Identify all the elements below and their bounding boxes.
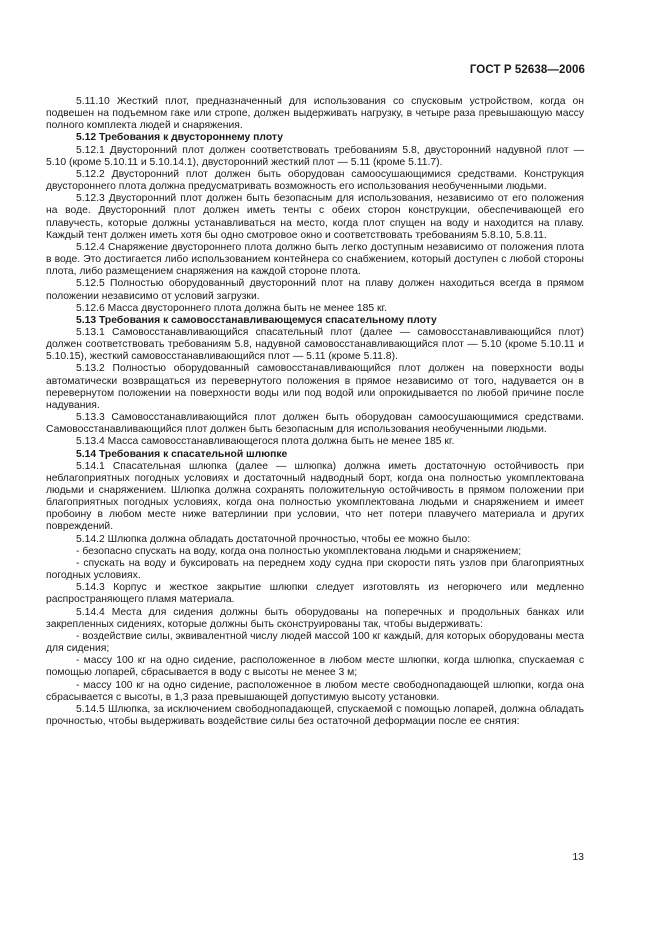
- paragraph: 5.14.5 Шлюпка, за исключением свободнопадающей, спускаемой с помощью лопарей, должна обладать прочностью, чтобы выдерживать воздействие силы без остаточной деформации после ее снятия:: [46, 703, 584, 727]
- paragraph: 5.12.2 Двусторонний плот должен быть оборудован самоосушающимися средствами. Конструкция двустороннего плота должна предусматривать возможность его использования необученными людьми.: [46, 168, 584, 193]
- paragraph: 5.12.6 Масса двустороннего плота должна быть не менее 185 кг.: [76, 302, 387, 314]
- list-item: - массу 100 кг на одно сидение, расположенное в любом месте шлюпки, когда шлюпка, спускаемая с помощью лопарей, сбрасывается в воду с высоты не менее 3 м;: [46, 655, 584, 679]
- page-number: 13: [572, 851, 584, 863]
- paragraph: 5.12.3 Двусторонний плот должен быть безопасным для использования, независимо от его положения на воде. Двусторонний плот должен иметь тенты с обеих сторон конструкции, обеспечивающей его плавучесть, которые должны устанавливаться на место, когда плот спущен на воду и находится на плаву. Каждый тент должен иметь хотя бы одно смотровое окно и соответствовать требованиям 5.8.10, 5.8.11.: [46, 193, 584, 241]
- paragraph: 5.13.3 Самовосстанавливающийся плот должен быть оборудован самоосушающимися средствами. Самовосстанавливающийся плот должен быть безопасным для использования необученными людьми.: [46, 412, 584, 436]
- paragraph: 5.13.4 Масса самовосстанавливающегося плота должна быть не менее 185 кг.: [76, 436, 455, 448]
- list-item: - спускать на воду и буксировать на переднем ходу судна при скорости пять узлов при благоприятных погодных условиях.: [46, 557, 584, 582]
- list-item: - массу 100 кг на одно сидение, расположенное в любом месте свободнопадающей шлюпки, когда она сбрасывается с высоты, в 1,3 раза превышающей допустимую высоту установки.: [46, 679, 584, 703]
- paragraph: 5.13.2 Полностью оборудованный самовосстанавливающийся плот должен на поверхности воды автоматически возвращаться из перевернутого положения в прямое независимо от того, надувается он в перевернутом положении на поверхности воды или под водой или опрокидывается по любой причине после надувания.: [46, 363, 584, 411]
- paragraph: 5.14.4 Места для сидения должны быть оборудованы на поперечных и продольных банках или закрепленных сидениях, которые должны быть сконструированы так, чтобы выдерживать:: [46, 606, 584, 630]
- list-item: - воздействие силы, эквивалентной числу людей массой 100 кг каждый, для которых оборудованы места для сидения;: [46, 630, 584, 655]
- paragraph: 5.11.10 Жесткий плот, предназначенный для использования со спусковым устройством, когда он подвешен на подъемном гаке или стропе, должен выдерживать нагрузку, в четыре раза превышающую массу полного комплекта людей и снаряжения.: [46, 96, 584, 132]
- document-header: ГОСТ Р 52638—2006: [469, 64, 585, 76]
- page-body: [46, 96, 584, 728]
- paragraph: 5.13.1 Самовосстанавливающийся спасательный плот (далее — самовосстанавливающийся плот) должен соответствовать требованиям 5.8, надувной самовосстанавливающийся плот — 5.10 (кроме 5.10.11 и 5.10.15), жесткий самовосстанавливающийся плот — 5.11 (кроме 5.11.8).: [46, 326, 584, 363]
- paragraph: 5.12.4 Снаряжение двустороннего плота должно быть легко доступным независимо от положения плота в воде. Это достигается либо использованием контейнера со снабжением, который доступен с любой стороны плота, либо размещением снаряжения на каждой стороне плота.: [46, 241, 584, 278]
- section-heading: 5.12 Требования к двустороннему плоту: [76, 132, 283, 144]
- list-item: - безопасно спускать на воду, когда она полностью укомплектована людьми и снаряжением;: [76, 545, 522, 557]
- paragraph: 5.14.2 Шлюпка должна обладать достаточной прочностью, чтобы ее можно было:: [76, 533, 471, 545]
- section-heading: 5.14 Требования к спасательной шлюпке: [76, 448, 288, 460]
- paragraph: 5.14.3 Корпус и жесткое закрытие шлюпки следует изготовлять из негорючего или медленно распространяющего пламя материала.: [46, 582, 584, 606]
- paragraph: 5.14.1 Спасательная шлюпка (далее — шлюпка) должна иметь достаточную остойчивость при неблагоприятных погодных условиях и достаточный надводный борт, когда она полностью укомплектована людьми и снаряжением. Шлюпка должна сохранять положительную остойчивость в прямом положении при благоприятных погодных условиях, когда она полностью укомплектована людьми и снаряжением и имеет пробоину в любом месте ниже ватерлинии при условии, что нет потери плавучего материала и других повреждений.: [46, 460, 584, 533]
- section-heading: 5.13 Требования к самовосстанавливающемуся спасательному плоту: [76, 314, 437, 326]
- paragraph: 5.12.5 Полностью оборудованный двусторонний плот на плаву должен находиться всегда в прямом положении независимо от условий загрузки.: [46, 278, 584, 302]
- paragraph: 5.12.1 Двусторонний плот должен соответствовать требованиям 5.8, двусторонний надувной плот — 5.10 (кроме 5.10.11 и 5.10.14.1), двусторонний жесткий плот — 5.11 (кроме 5.11.7).: [46, 144, 584, 168]
